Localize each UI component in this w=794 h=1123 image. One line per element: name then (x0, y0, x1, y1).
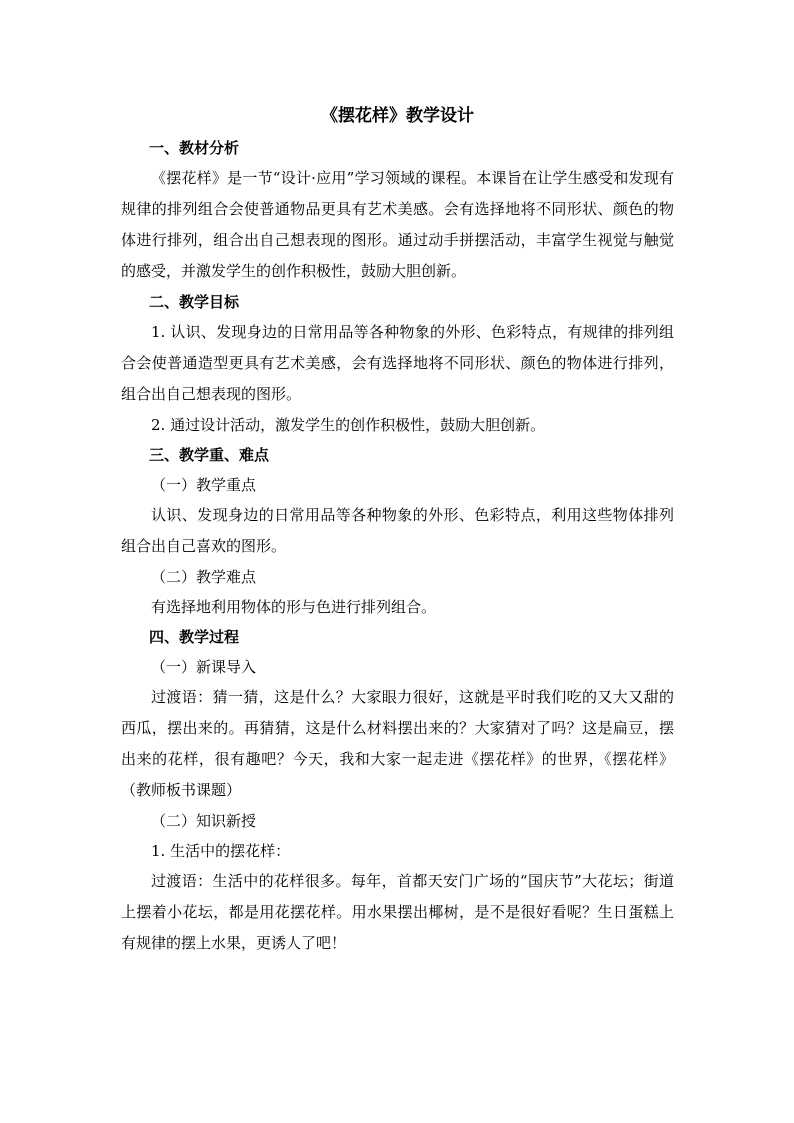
paragraph-new-lesson-intro: 过渡语：猜一猜，这是什么？大家眼力很好，这就是平时我们吃的又大又甜的西瓜，摆出来的。再猜猜，这是什么材料摆出来的？大家猜对了吗？这是扁豆，摆出来的花样，很有趣吧？今天，我和大家一起走进《摆花样》的世界，《摆花样》（教师板书课题） (121, 688, 674, 799)
paragraph-key-points: 认识、发现身边的日常用品等各种物象的外形、色彩特点，利用这些物体排列组合出自己喜欢的图形。 (121, 506, 674, 555)
subheading-key-points: （一）教学重点 (151, 476, 257, 494)
subheading-new-lesson-intro: （一）新课导入 (151, 658, 257, 676)
paragraph-goal-1: 1. 认识、发现身边的日常用品等各种物象的外形、色彩特点，有规律的排列组合会使普通造型更具有艺术美感，会有选择地将不同形状、颜色的物体进行排列，组合出自己想表现的图形。 (121, 323, 674, 403)
subheading-difficult-points: （二）教学难点 (151, 568, 257, 586)
paragraph-difficult-points: 有选择地利用物体的形与色进行排列组合。 (151, 598, 437, 616)
subheading-new-knowledge: （二）知识新授 (151, 812, 257, 830)
paragraph-life-patterns: 过渡语：生活中的花样很多。每年，首都天安门广场的“国庆节”大花坛；街道上摆着小花坛，都是用花摆花样。用水果摆出椰树，是不是很好看呢？生日蛋糕上有规律的摆上水果，更诱人了吧！ (121, 872, 674, 952)
paragraph-textbook-analysis: 《摆花样》是一节“设计·应用”学习领域的课程。本课旨在让学生感受和发现有规律的排列组合会使普通物品更具有艺术美感。会有选择地将不同形状、颜色的物体进行排列，组合出自己想表现的图形。通过动手拼摆活动，丰富学生视觉与触觉的感受，并激发学生的创作积极性，鼓励大胆创新。 (121, 169, 674, 280)
section-heading-textbook-analysis: 一、教材分析 (149, 139, 240, 157)
document-page (121, 100, 674, 959)
section-heading-key-difficult-points: 三、教学重、难点 (149, 446, 270, 464)
section-heading-teaching-process: 四、教学过程 (149, 628, 240, 646)
list-item-life-patterns: 1. 生活中的摆花样： (151, 842, 291, 860)
document-title: 《摆花样》教学设计 (321, 106, 474, 126)
paragraph-goal-2: 2. 通过设计活动，激发学生的创作积极性，鼓励大胆创新。 (151, 416, 546, 434)
section-heading-teaching-goals: 二、教学目标 (149, 293, 240, 311)
